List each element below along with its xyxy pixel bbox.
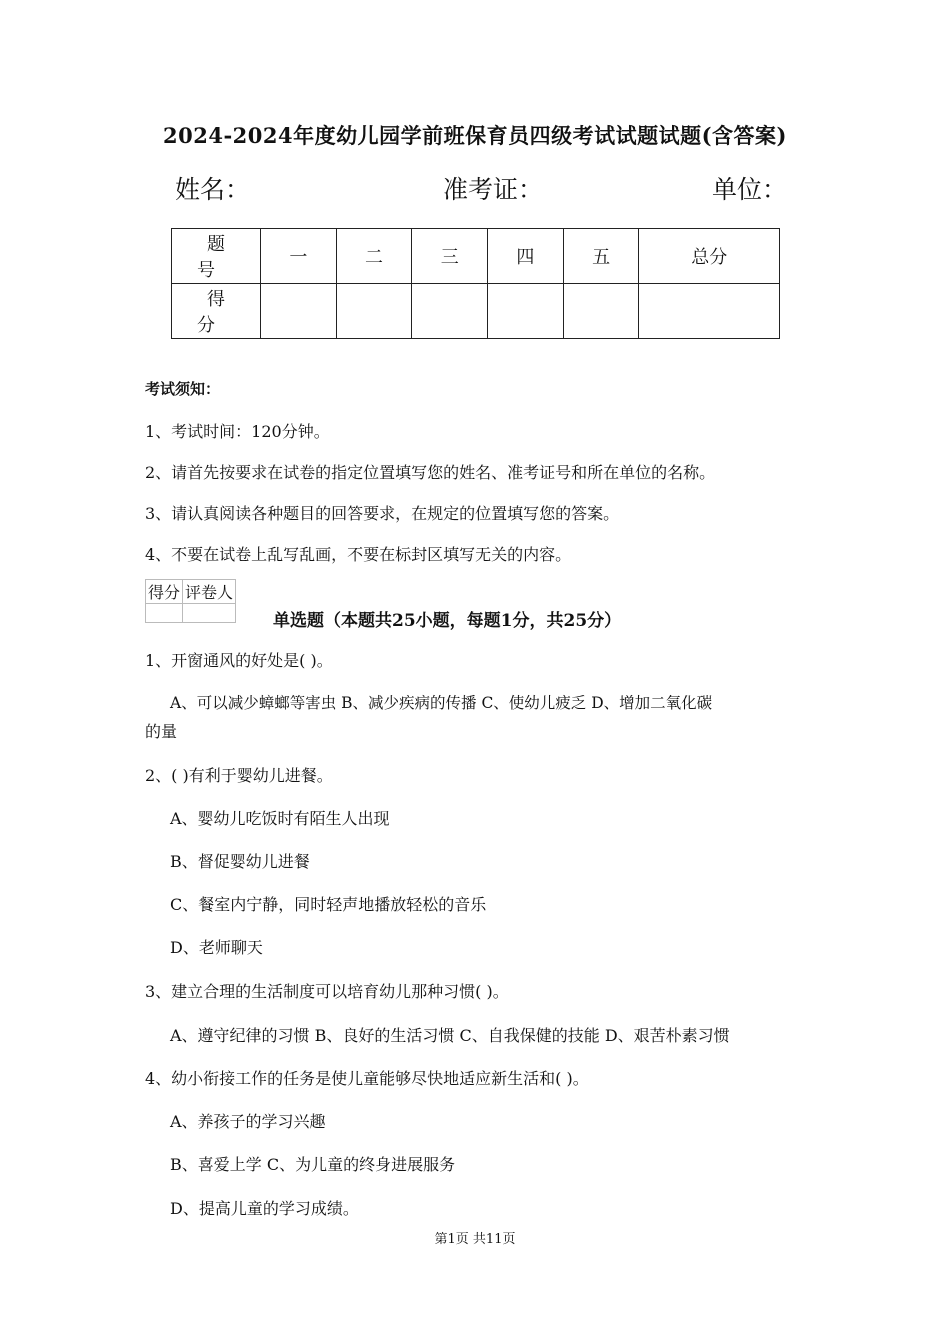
question-stem: 3、建立合理的生活制度可以培育幼儿那种习惯( )。: [145, 982, 509, 1001]
exam-id-label: 准考证：: [443, 175, 544, 204]
grader-reviewer-cell[interactable]: [183, 604, 236, 623]
unit-label: 单位：: [712, 175, 788, 204]
notice-item: 3、请认真阅读各种题目的回答要求，在规定的位置填写您的答案。: [145, 504, 620, 523]
score-value-cell[interactable]: [412, 284, 488, 339]
grader-score-label: 得分: [146, 580, 183, 604]
question-stem: 1、开窗通风的好处是( )。: [145, 651, 333, 670]
notice-item: 2、请首先按要求在试卷的指定位置填写您的姓名、准考证号和所在单位的名称。: [145, 463, 716, 482]
question-options: A、遵守纪律的习惯 B、良好的生活习惯 C、自我保健的技能 D、艰苦朴素习惯: [170, 1026, 730, 1045]
score-value-cell[interactable]: [261, 284, 337, 339]
grader-score-cell[interactable]: [146, 604, 183, 623]
score-header-cell: 总分: [639, 229, 780, 284]
score-header-cell: 三: [412, 229, 488, 284]
question-option: D、老师聊天: [170, 938, 263, 957]
question-option: B、喜爱上学 C、为儿童的终身进展服务: [170, 1155, 456, 1174]
score-header-cell: 五: [563, 229, 639, 284]
score-table-value-row: [172, 284, 780, 339]
notice-item: 1、考试时间：120分钟。: [145, 422, 330, 441]
question-options-wrap: 的量: [145, 722, 178, 741]
score-table: [171, 228, 780, 339]
notice-heading: 考试须知：: [145, 380, 221, 398]
score-header-cell: 题 号: [172, 229, 261, 284]
question-option: B、督促婴幼儿进餐: [170, 852, 310, 871]
question-stem: 4、幼小衔接工作的任务是使儿童能够尽快地适应新生活和( )。: [145, 1069, 589, 1088]
exam-title: 2024-2024年度幼儿园学前班保育员四级考试试题试题(含答案): [163, 123, 787, 148]
question-option: C、餐室内宁静，同时轻声地播放轻松的音乐: [170, 895, 487, 914]
question-options: A、可以减少蟑螂等害虫 B、减少疾病的传播 C、使幼儿疲乏 D、增加二氧化碳: [170, 694, 713, 712]
question-option: A、婴幼儿吃饭时有陌生人出现: [170, 809, 390, 828]
score-header-cell: 二: [336, 229, 412, 284]
question-option: D、提高儿童的学习成绩。: [170, 1199, 359, 1218]
score-value-cell[interactable]: [563, 284, 639, 339]
score-value-cell[interactable]: [488, 284, 564, 339]
section-title: 单选题（本题共25小题，每题1分，共25分）: [273, 611, 622, 631]
grader-reviewer-label: 评卷人: [183, 580, 236, 604]
grader-box: [145, 579, 236, 623]
score-table-header-row: [172, 229, 780, 284]
score-header-cell: 一: [261, 229, 337, 284]
score-header-cell: 四: [488, 229, 564, 284]
notice-item: 4、不要在试卷上乱写乱画，不要在标封区填写无关的内容。: [145, 545, 572, 564]
page-footer: 第1页 共11页: [434, 1232, 516, 1247]
score-value-cell[interactable]: [336, 284, 412, 339]
score-value-cell[interactable]: [639, 284, 780, 339]
question-stem: 2、( )有利于婴幼儿进餐。: [145, 766, 333, 785]
question-option: A、养孩子的学习兴趣: [170, 1112, 326, 1131]
score-row-label: 得 分: [172, 284, 261, 339]
name-label: 姓名：: [175, 175, 251, 204]
